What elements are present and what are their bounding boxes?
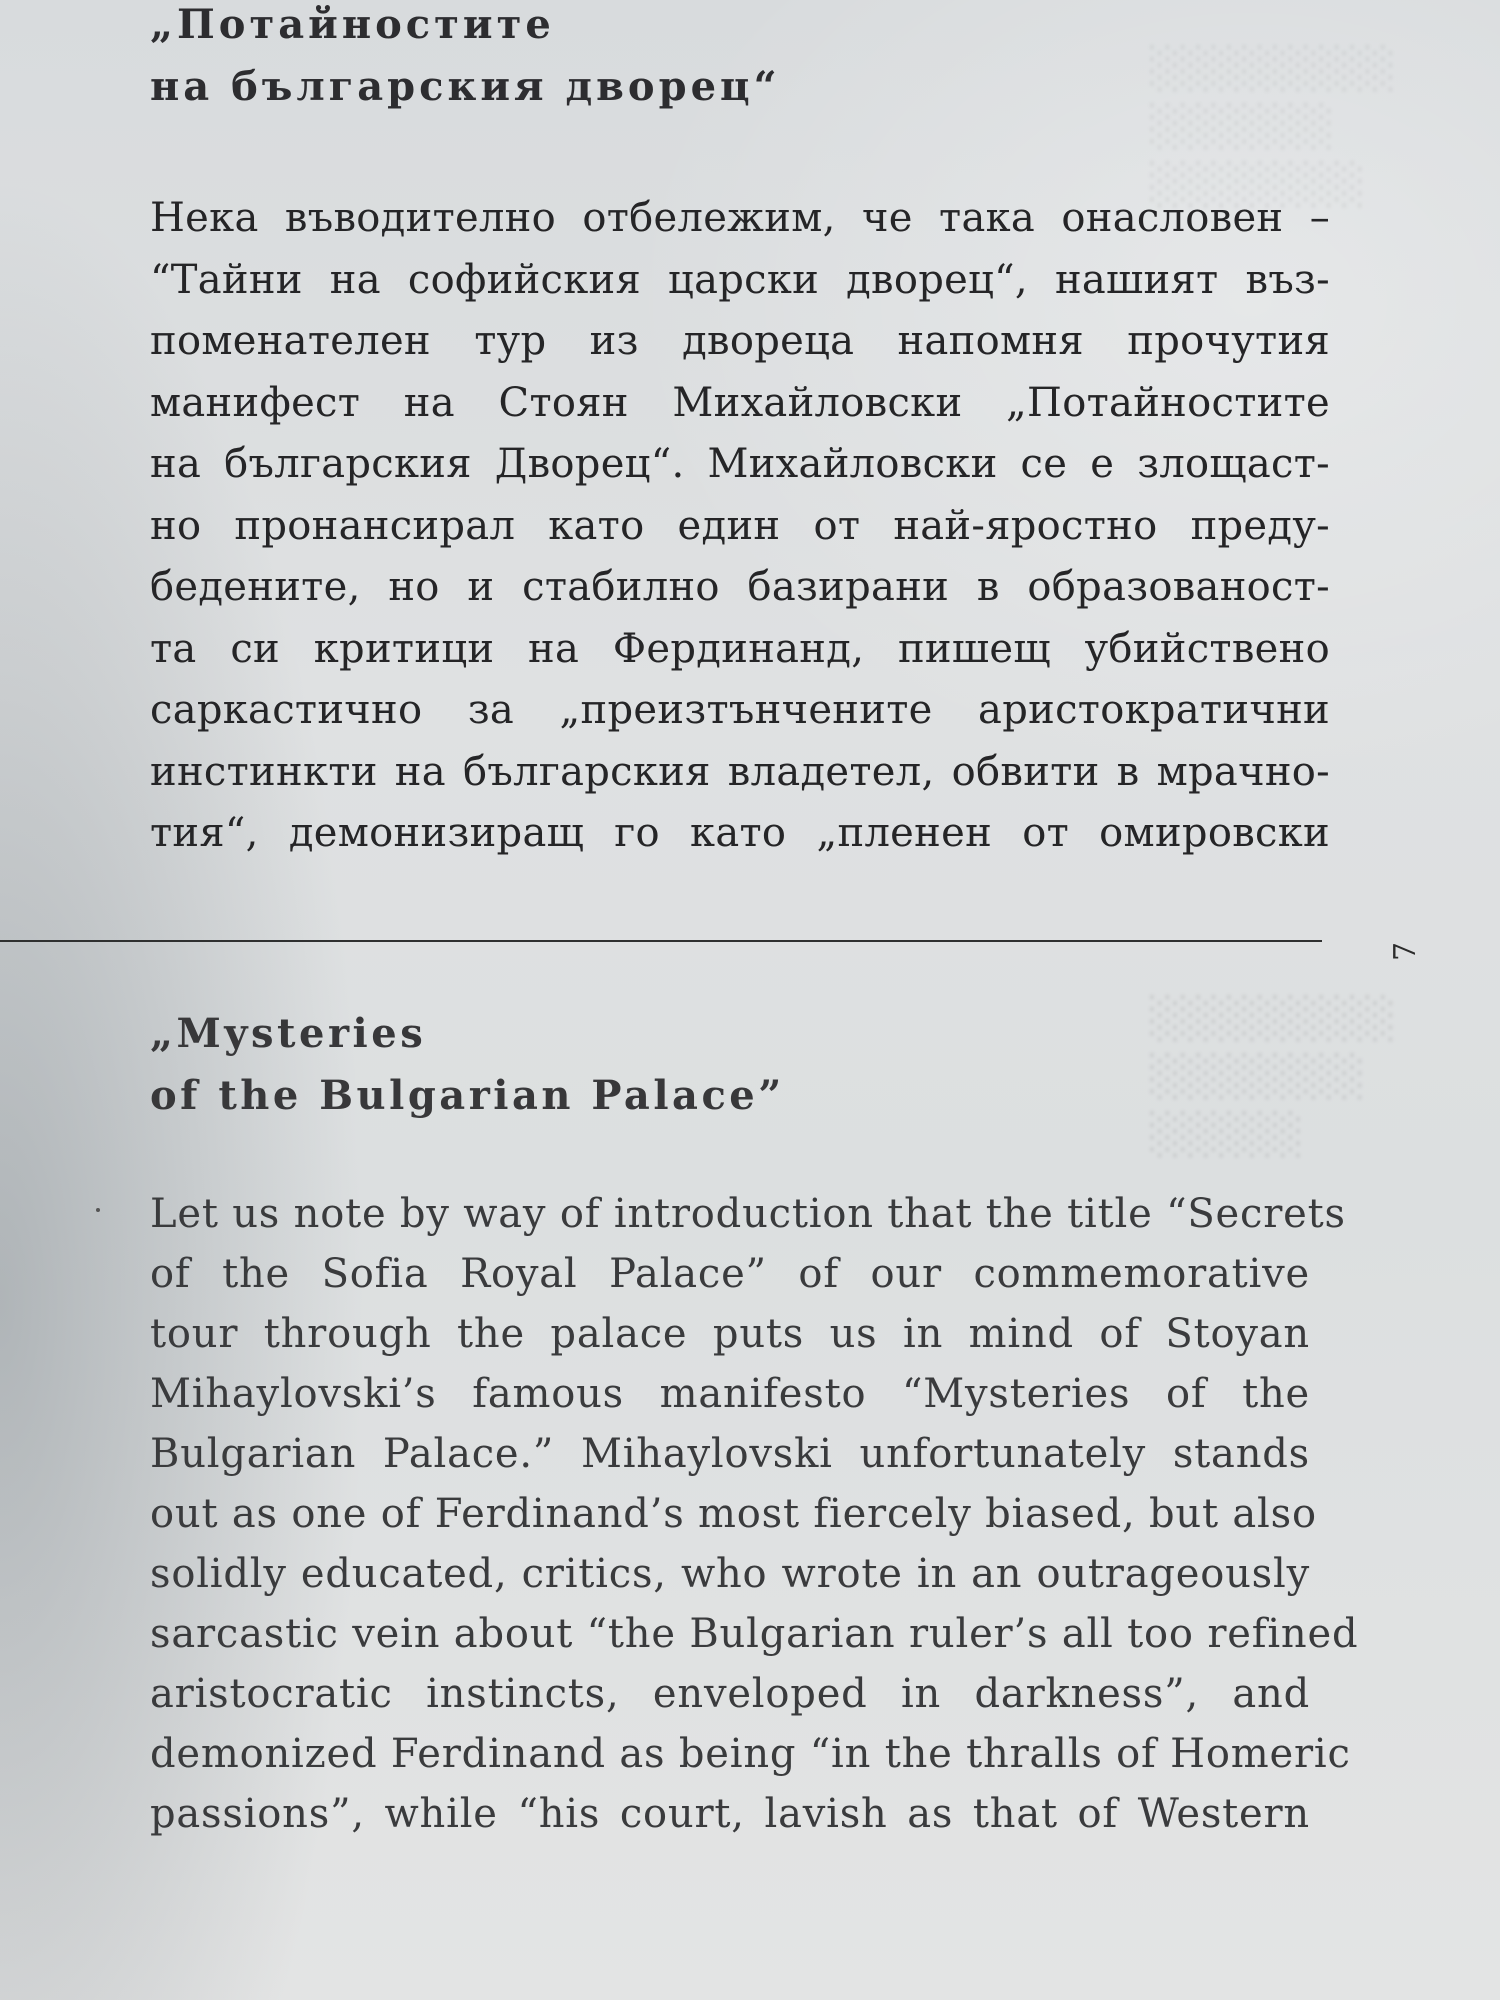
english-line: Bulgarian Palace.” Mihaylovski unfortunately stands: [150, 1431, 1310, 1477]
bulgarian-title-line-2: на българския дворец“: [150, 63, 781, 110]
english-line: aristocratic instincts, enveloped in darkness”, and: [150, 1671, 1310, 1717]
bulgarian-line: саркастично за „преизтънчените аристократични: [150, 687, 1330, 733]
english-title-line-2: of the Bulgarian Palace”: [150, 1072, 785, 1119]
bulgarian-line: “Тайни на софийския царски дворец“, нашият въз-: [150, 256, 1330, 303]
bulgarian-line: бедените, но и стабилно базирани в образованост-: [150, 564, 1330, 610]
english-line: out as one of Ferdinand’s most fiercely biased, but also: [150, 1491, 1317, 1537]
bulgarian-line: та си критици на Фердинанд, пишещ убийствено: [150, 625, 1330, 672]
english-title-line-1: „Mysteries: [150, 1010, 427, 1057]
margin-dot-mark: [96, 1208, 100, 1212]
bulgarian-line: тия“, демонизиращ го като „пленен от омировски: [150, 810, 1330, 856]
bleed-through-text-top: ░░░░░░░░ ░░░░░░ ░░░░░░░: [1150, 46, 1397, 208]
bulgarian-line: Нека въводително отбележим, че така онасловен –: [150, 195, 1330, 241]
bulgarian-line: манифест на Стоян Михайловски „Потайностите: [150, 379, 1330, 426]
english-line: of the Sofia Royal Palace” of our commemorative: [150, 1251, 1310, 1297]
horizontal-divider: [0, 940, 1322, 942]
bulgarian-paragraph: [150, 188, 1330, 865]
bulgarian-line: но пронансирал като един от най-яростно преду-: [150, 502, 1330, 549]
english-line: passions”, while “his court, lavish as that of Western: [150, 1791, 1310, 1837]
bleed-through-text-middle: ░░░░░░░░ ░░░░░░░ ░░░░░: [1150, 995, 1397, 1158]
bulgarian-title-line-1: „Потайностите: [150, 1, 555, 48]
english-line: Let us note by way of introduction that the title “Secrets: [150, 1191, 1346, 1237]
english-line: demonized Ferdinand as being “in the thralls of Homeric: [150, 1731, 1351, 1777]
bulgarian-line: поменателен тур из двореца напомня прочутия: [150, 318, 1330, 364]
bulgarian-line: на българския Дворец“. Михайловски се е злощаст-: [150, 441, 1330, 487]
english-title: [150, 1003, 785, 1127]
english-line: Mihaylovski’s famous manifesto “Mysteries of the: [150, 1371, 1310, 1417]
english-paragraph: [150, 1184, 1359, 1844]
english-line: solidly educated, critics, who wrote in an outrageously: [150, 1551, 1310, 1597]
english-line: tour through the palace puts us in mind of Stoyan: [150, 1311, 1310, 1357]
english-line: sarcastic vein about “the Bulgarian ruler’s all too refined: [150, 1611, 1359, 1657]
page-number: 7: [1388, 941, 1424, 962]
bulgarian-title: [150, 0, 781, 118]
bulgarian-line: инстинкти на българския владетел, обвити в мрачно-: [150, 748, 1330, 795]
